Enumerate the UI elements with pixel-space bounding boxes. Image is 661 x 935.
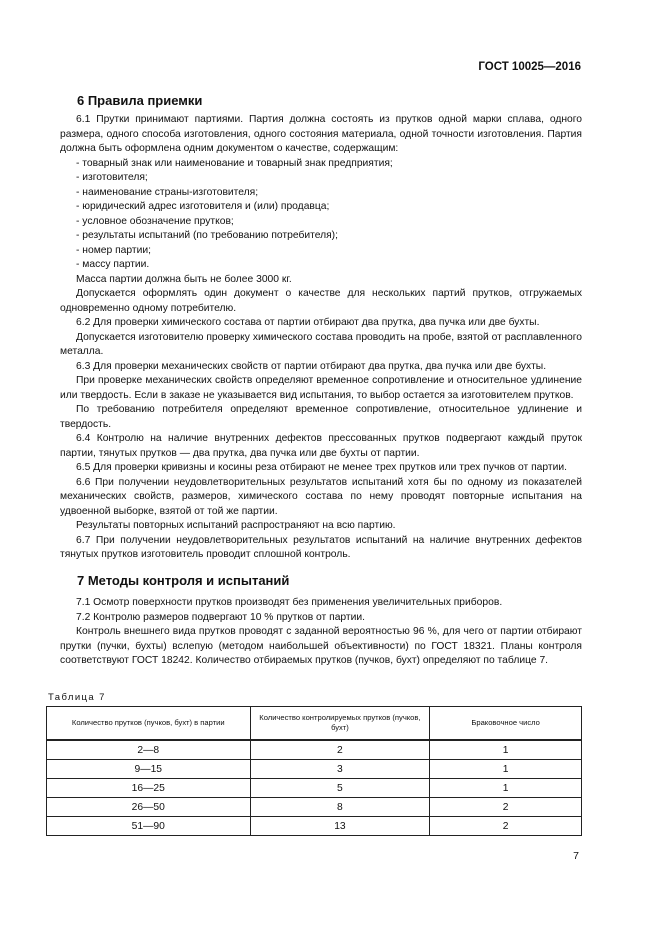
paragraph: Допускается изготовителю проверку химического состава проводить на пробе, взятой от расплавленного металла. — [60, 331, 582, 357]
paragraph: 6.4 Контролю на наличие внутренних дефектов прессованных прутков подвергают каждый пруток партии, тянутых прутков — два прутка, два пучка или две бухты от партии. — [60, 433, 582, 459]
cell-rejection-number: 2 — [430, 798, 582, 817]
paragraph: 7.2 Контролю размеров подвергают 10 % прутков от партии. — [76, 611, 366, 623]
table-row — [47, 817, 582, 836]
list-item: - условное обозначение прутков; — [76, 215, 234, 227]
table-row — [47, 798, 582, 817]
paragraph: При проверке механических свойств определяют временное сопротивление и относительное удлинение или твердость. Если в заказе не указывается вид испытания, то выбор остается за изготовителем прутков. — [60, 375, 582, 401]
paragraph: 6.5 Для проверки кривизны и косины реза отбирают не менее трех прутков или трех пучков от партии. — [76, 462, 567, 473]
paragraph: 6.2 Для проверки химического состава от партии отбирают два прутка, два пучка или две бухты. — [76, 317, 540, 328]
paragraph: Результаты повторных испытаний распространяют на всю партию. — [76, 520, 396, 531]
table-row — [47, 740, 582, 760]
cell-controlled-count: 5 — [250, 779, 430, 798]
cell-rejection-number: 1 — [430, 760, 582, 779]
cell-lot-size: 9—15 — [47, 760, 251, 779]
list-item: - результаты испытаний (по требованию потребителя); — [76, 230, 338, 241]
section-7-title: 7 Методы контроля и испытаний — [77, 573, 290, 588]
cell-rejection-number: 1 — [430, 779, 582, 798]
cell-rejection-number: 2 — [430, 817, 582, 836]
paragraph: 6.1 Прутки принимают партиями. Партия должна состоять из прутков одной марки сплава, одного размера, одного способа изготовления, одного состояния материала, одной точности изготовления. Партия должна быть оформлена одним документом о качестве, содержащим: — [60, 114, 582, 154]
cell-controlled-count: 2 — [250, 740, 430, 760]
section-6-body — [60, 113, 582, 563]
list-item: - товарный знак или наименование и товарный знак предприятия; — [76, 157, 393, 169]
paragraph: Допускается оформлять один документ о качестве для нескольких партий прутков, отгружаемых одновременно одному потребителю. — [60, 288, 582, 314]
document-code: ГОСТ 10025—2016 — [478, 61, 581, 73]
paragraph: 6.7 При получении неудовлетворительных результатов испытаний на наличие внутренних дефектов тянутых прутков изготовитель проводит сплошной контроль. — [60, 534, 582, 560]
list-item: - юридический адрес изготовителя и (или) продавца; — [76, 201, 330, 212]
table-row — [47, 760, 582, 779]
list-item: - номер партии; — [76, 244, 151, 256]
paragraph: 7.1 Осмотр поверхности прутков производят без применения увеличительных приборов. — [76, 597, 503, 608]
section-6-title: 6 Правила приемки — [77, 93, 203, 108]
list-item: - наименование страны-изготовителя; — [76, 186, 259, 198]
cell-controlled-count: 8 — [250, 798, 430, 817]
paragraph: Масса партии должна быть не более 3000 кг. — [76, 273, 292, 285]
cell-controlled-count: 13 — [250, 817, 430, 836]
page-number: 7 — [573, 850, 579, 862]
cell-lot-size: 2—8 — [47, 740, 251, 760]
table-7 — [46, 706, 582, 836]
column-header-rejection-number: Браковочное число — [430, 707, 582, 741]
cell-lot-size: 51—90 — [47, 817, 251, 836]
table-row — [47, 779, 582, 798]
table-header-row — [47, 707, 582, 741]
paragraph: 6.6 При получении неудовлетворительных результатов испытаний хотя бы по одному из показателей механических свойств, размеров, химического состава по нему проводят повторные испытания на удвоенной выборке, взятой от той же партии. — [60, 476, 582, 517]
list-item: - изготовителя; — [76, 172, 148, 183]
list-item: - массу партии. — [76, 259, 150, 270]
table-caption: Таблица 7 — [48, 692, 106, 703]
cell-rejection-number: 1 — [430, 740, 582, 760]
paragraph: По требованию потребителя определяют временное сопротивление, относительное удлинение и твердость. — [60, 404, 582, 430]
cell-controlled-count: 3 — [250, 760, 430, 779]
cell-lot-size: 16—25 — [47, 779, 251, 798]
column-header-lot-size: Количество прутков (пучков, бухт) в партии — [47, 707, 251, 741]
paragraph: 6.3 Для проверки механических свойств от партии отбирают два прутка, два пучка или две бухты. — [76, 360, 547, 372]
paragraph: Контроль внешнего вида прутков проводят с заданной вероятностью 96 %, для чего от партии отбирают прутки (пучки, бухты) вслепую (методом наибольшей объективности) по ГОСТ 18321. Планы контроля соответствуют ГОСТ 18242. Количество отбираемых прутков (пучков, бухт) определяют по таблице 7. — [60, 626, 582, 666]
section-7-body — [60, 596, 582, 669]
column-header-controlled-count: Количество контролируемых прутков (пучков, бухт) — [250, 707, 430, 741]
cell-lot-size: 26—50 — [47, 798, 251, 817]
